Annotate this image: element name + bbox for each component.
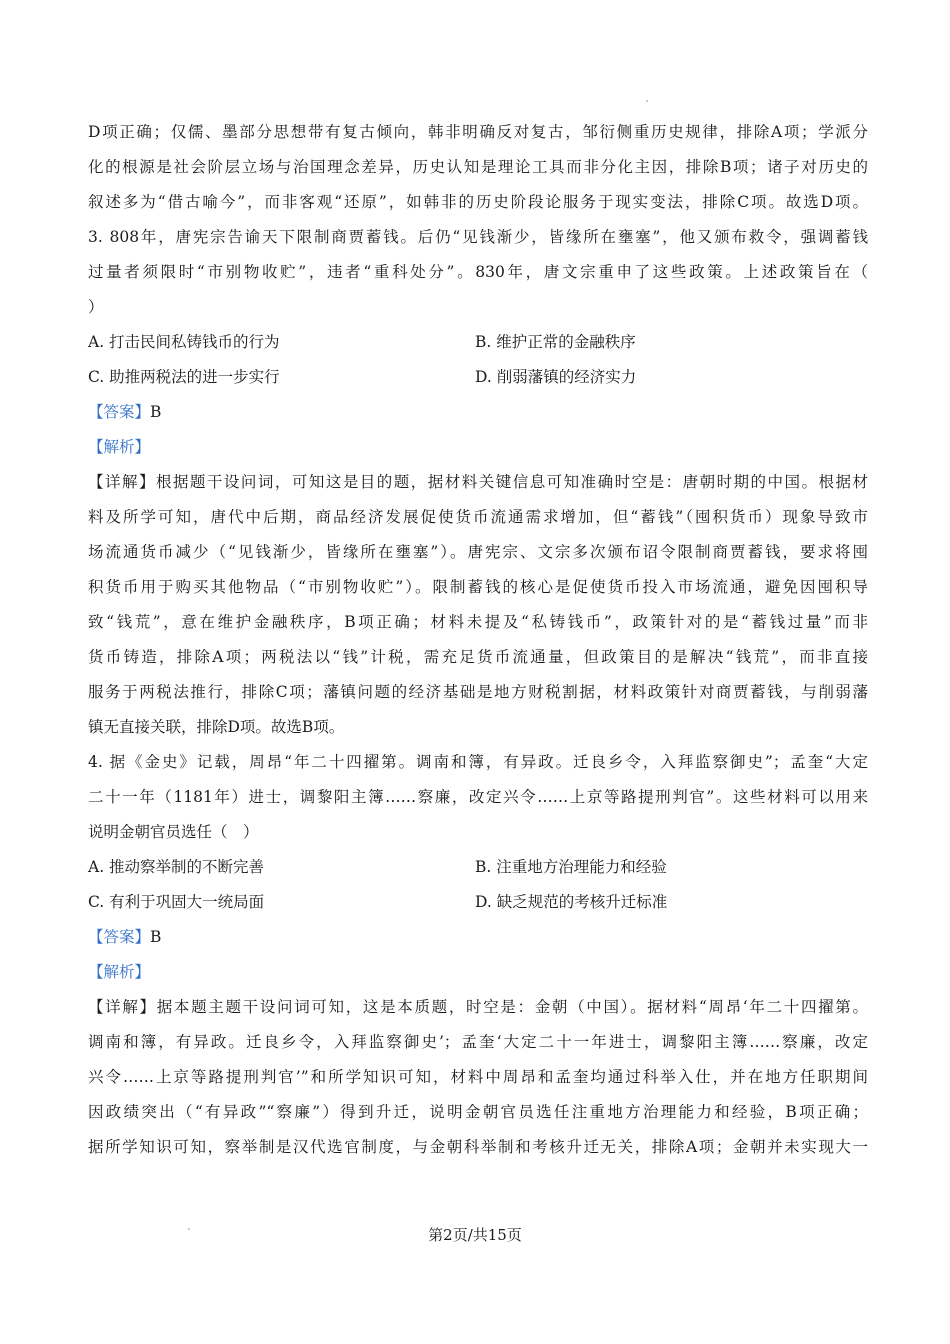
q3-detail-line: 积货币用于购买其他物品（“市别物收贮”）。限制蓄钱的核心是促使货币投入市场流通，避免因囤积导 bbox=[88, 578, 868, 596]
q3-options-row-2 bbox=[88, 360, 868, 395]
q4-option-d: D. 缺乏规范的考核升迁标准 bbox=[475, 893, 668, 911]
q4-option-a: A. 推动察举制的不断完善 bbox=[88, 858, 265, 876]
q3-detail-line: 镇无直接关联，排除D项。故选B项。 bbox=[88, 718, 345, 736]
q4-answer bbox=[88, 920, 868, 955]
page-number: 第2页/共15页 bbox=[428, 1226, 522, 1244]
q4-option-c: C. 有利于巩固大一统局面 bbox=[88, 893, 265, 911]
q4-detail-line bbox=[88, 990, 868, 1025]
analysis-label: 【解析】 bbox=[88, 963, 151, 981]
q3-detail-line: 场流通货币减少（“见钱渐少，皆缘所在壅塞”）。唐宪宗、文宗多次颁布诏令限制商贾蓄钱，要求将囤 bbox=[88, 543, 868, 561]
q3-stem-line: ） bbox=[88, 298, 104, 316]
answer-value: B bbox=[150, 928, 162, 946]
q4-stem-line: 4. 据《金史》记载，周昂“年二十四擢第。调南和簿，有异政。迁良乡令，入拜监察御史”；孟奎“大定 bbox=[88, 753, 868, 771]
q3-detail-line: 货币铸造，排除A项；两税法以“钱”计税，需充足货币流通量，但政策目的是解决“钱荒”，而非直接 bbox=[88, 648, 868, 666]
answer-label: 【答案】 bbox=[88, 928, 151, 946]
q3-option-a: A. 打击民间私铸钱币的行为 bbox=[88, 333, 280, 351]
q3-detail-line: 致“钱荒”，意在维护金融秩序，B项正确；材料未提及“私铸钱币”，政策针对的是“蓄钱过量”而非 bbox=[88, 613, 868, 631]
q3-detail-line bbox=[88, 465, 868, 500]
continuation-line: 化的根源是社会阶层立场与治国理念差异，历史认知是理论工具而非分化主因，排除B项；诸子对历史的 bbox=[88, 158, 868, 176]
q4-stem-line: 说明金朝官员选任（ ） bbox=[88, 823, 259, 841]
q4-detail-line: 因政绩突出（“有异政”“察廉”）得到升迁，说明金朝官员选任注重地方治理能力和经验，B项正确； bbox=[88, 1103, 868, 1121]
detail-text: 根据题干设问词，可知这是目的题，据材料关键信息可知准确时空是：唐朝时期的中国。根据材 bbox=[155, 473, 868, 491]
q4-option-b: B. 注重地方治理能力和经验 bbox=[475, 858, 667, 876]
q4-options-row-1 bbox=[88, 850, 868, 885]
q3-option-b: B. 维护正常的金融秩序 bbox=[475, 333, 636, 351]
detail-text: 据本题主题干设问词可知，这是本质题，时空是：金朝（中国）。据材料“周昂‘年二十四擢第。 bbox=[156, 998, 868, 1016]
q4-options-row-2 bbox=[88, 885, 868, 920]
detail-label: 【详解】 bbox=[88, 473, 156, 491]
answer-label: 【答案】 bbox=[88, 403, 151, 421]
q4-stem-line: 二十一年（1181年）进士，调黎阳主簿……察廉，改定兴令……上京等路提刑判官”。这些材料可以用来 bbox=[88, 788, 868, 806]
continuation-line: 叙述多为“借古喻今”，而非客观“还原”，如韩非的历史阶段论服务于现实变法，排除C项。故选D项。 bbox=[88, 193, 868, 211]
page-content bbox=[88, 115, 868, 1165]
q4-detail-line: 据所学知识可知，察举制是汉代选官制度，与金朝科举制和考核升迁无关，排除A项；金朝并未实现大一 bbox=[88, 1138, 868, 1156]
q3-detail-line: 料及所学可知，唐代中后期，商品经济发展促使货币流通需求增加，但“蓄钱”（囤积货币）现象导致市 bbox=[88, 508, 868, 526]
continuation-line: D项正确；仅儒、墨部分思想带有复古倾向，韩非明确反对复古，邹衍侧重历史规律，排除A项；学派分 bbox=[88, 123, 868, 141]
analysis-label: 【解析】 bbox=[88, 438, 151, 456]
q3-stem-line: 3. 808年，唐宪宗告谕天下限制商贾蓄钱。后仍“见钱渐少，皆缘所在壅塞”，他又颁布救令，强调蓄钱 bbox=[88, 228, 868, 246]
decorative-dot bbox=[646, 100, 648, 102]
q4-analysis-heading bbox=[88, 955, 868, 990]
answer-value: B bbox=[150, 403, 162, 421]
q3-option-c: C. 助推两税法的进一步实行 bbox=[88, 368, 280, 386]
q3-answer bbox=[88, 395, 868, 430]
q4-detail-line: 兴令……上京等路提刑判官’”和所学知识可知，材料中周昂和孟奎均通过科举入仕，并在地方任职期间 bbox=[88, 1068, 868, 1086]
q3-stem-line: 过量者须限时“市别物收贮”，违者“重科处分”。830年，唐文宗重申了这些政策。上述政策旨在（ bbox=[88, 263, 868, 281]
q3-analysis-heading bbox=[88, 430, 868, 465]
detail-label: 【详解】 bbox=[88, 998, 157, 1016]
q3-options-row-1 bbox=[88, 325, 868, 360]
q3-option-d: D. 削弱藩镇的经济实力 bbox=[475, 368, 637, 386]
q3-detail-line: 服务于两税法推行，排除C项；藩镇问题的经济基础是地方财税割据，材料政策针对商贾蓄钱，与削弱藩 bbox=[88, 683, 868, 701]
q4-detail-line: 调南和簿，有异政。迁良乡令，入拜监察御史’；孟奎‘大定二十一年进士，调黎阳主簿……察廉，改定 bbox=[88, 1033, 868, 1051]
